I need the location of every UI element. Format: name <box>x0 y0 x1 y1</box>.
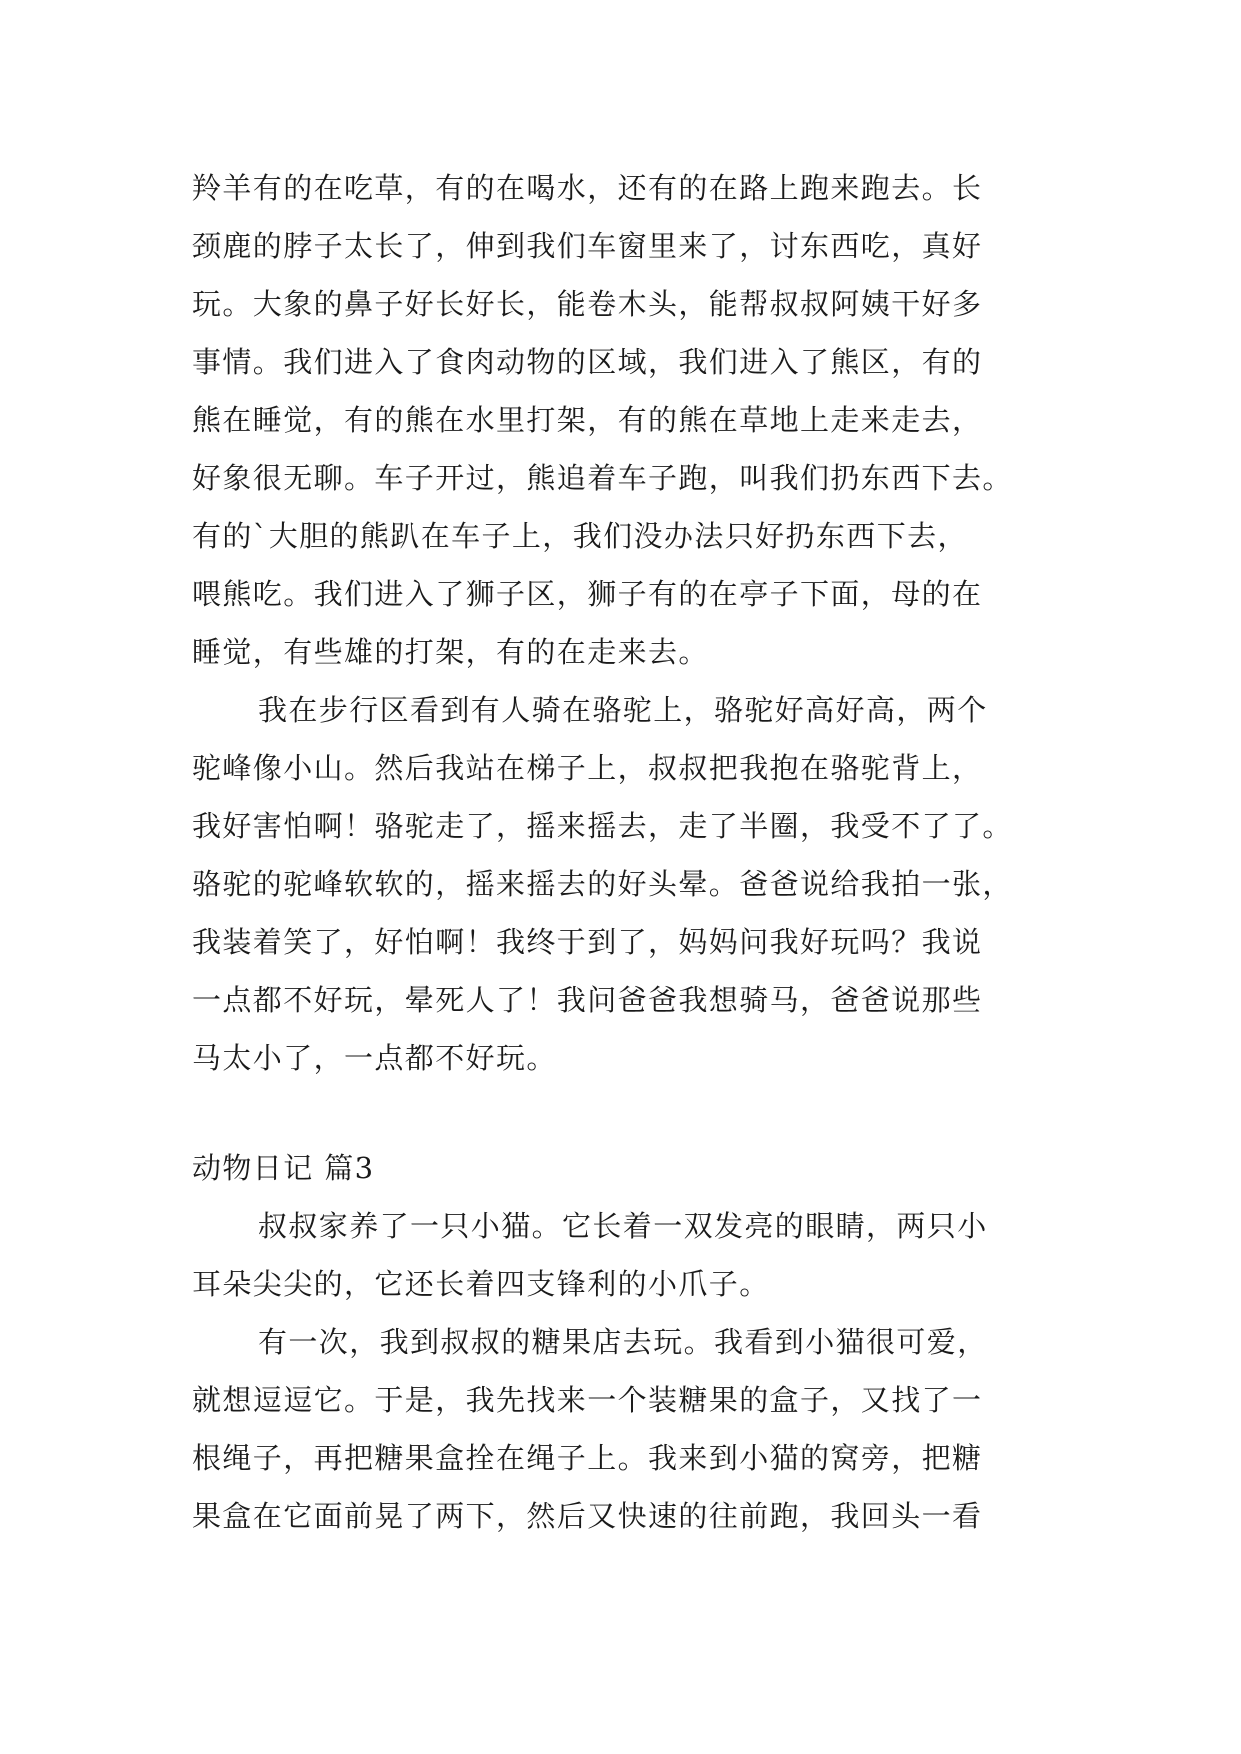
paragraph-1-line: 颈鹿的脖子太长了，伸到我们车窗里来了，讨东西吃，真好 <box>192 229 983 263</box>
paragraph-1-line: 有的`大胆的熊趴在车子上，我们没办法只好扔东西下去， <box>192 519 968 553</box>
paragraph-1-line: 羚羊有的在吃草，有的在喝水，还有的在路上跑来跑去。长 <box>192 171 983 205</box>
paragraph-1-line: 事情。我们进入了食肉动物的区域，我们进入了熊区，有的 <box>192 345 983 379</box>
section-title: 动物日记 篇3 <box>192 1151 375 1185</box>
paragraph-2-line: 我好害怕啊！骆驼走了，摇来摇去，走了半圈，我受不了了。 <box>192 809 1013 843</box>
paragraph-2-line: 我在步行区看到有人骑在骆驼上，骆驼好高好高，两个 <box>258 693 988 727</box>
paragraph-2-line: 骆驼的驼峰软软的，摇来摇去的好头晕。爸爸说给我拍一张， <box>192 867 1013 901</box>
paragraph-4-line: 果盒在它面前晃了两下，然后又快速的往前跑，我回头一看 <box>192 1499 983 1533</box>
paragraph-3-line: 耳朵尖尖的，它还长着四支锋利的小爪子。 <box>192 1267 770 1301</box>
paragraph-2-line: 我装着笑了，好怕啊！我终于到了，妈妈问我好玩吗？我说 <box>192 925 983 959</box>
paragraph-1-line: 喂熊吃。我们进入了狮子区，狮子有的在亭子下面，母的在 <box>192 577 983 611</box>
paragraph-4-line: 就想逗逗它。于是，我先找来一个装糖果的盒子，又找了一 <box>192 1383 983 1417</box>
paragraph-2-line: 马太小了，一点都不好玩。 <box>192 1041 557 1075</box>
paragraph-1-line: 玩。大象的鼻子好长好长，能卷木头，能帮叔叔阿姨干好多 <box>192 287 983 321</box>
paragraph-2-line: 驼峰像小山。然后我站在梯子上，叔叔把我抱在骆驼背上， <box>192 751 983 785</box>
paragraph-4-line: 根绳子，再把糖果盒拴在绳子上。我来到小猫的窝旁，把糖 <box>192 1441 983 1475</box>
paragraph-1-line: 好象很无聊。车子开过，熊追着车子跑，叫我们扔东西下去。 <box>192 461 1013 495</box>
paragraph-2-line: 一点都不好玩，晕死人了！我问爸爸我想骑马，爸爸说那些 <box>192 983 983 1017</box>
paragraph-3-line: 叔叔家养了一只小猫。它长着一双发亮的眼睛，两只小 <box>258 1209 988 1243</box>
paragraph-4-line: 有一次，我到叔叔的糖果店去玩。我看到小猫很可爱， <box>258 1325 988 1359</box>
paragraph-1-line: 睡觉，有些雄的打架，有的在走来去。 <box>192 635 709 669</box>
paragraph-1-line: 熊在睡觉，有的熊在水里打架，有的熊在草地上走来走去， <box>192 403 983 437</box>
